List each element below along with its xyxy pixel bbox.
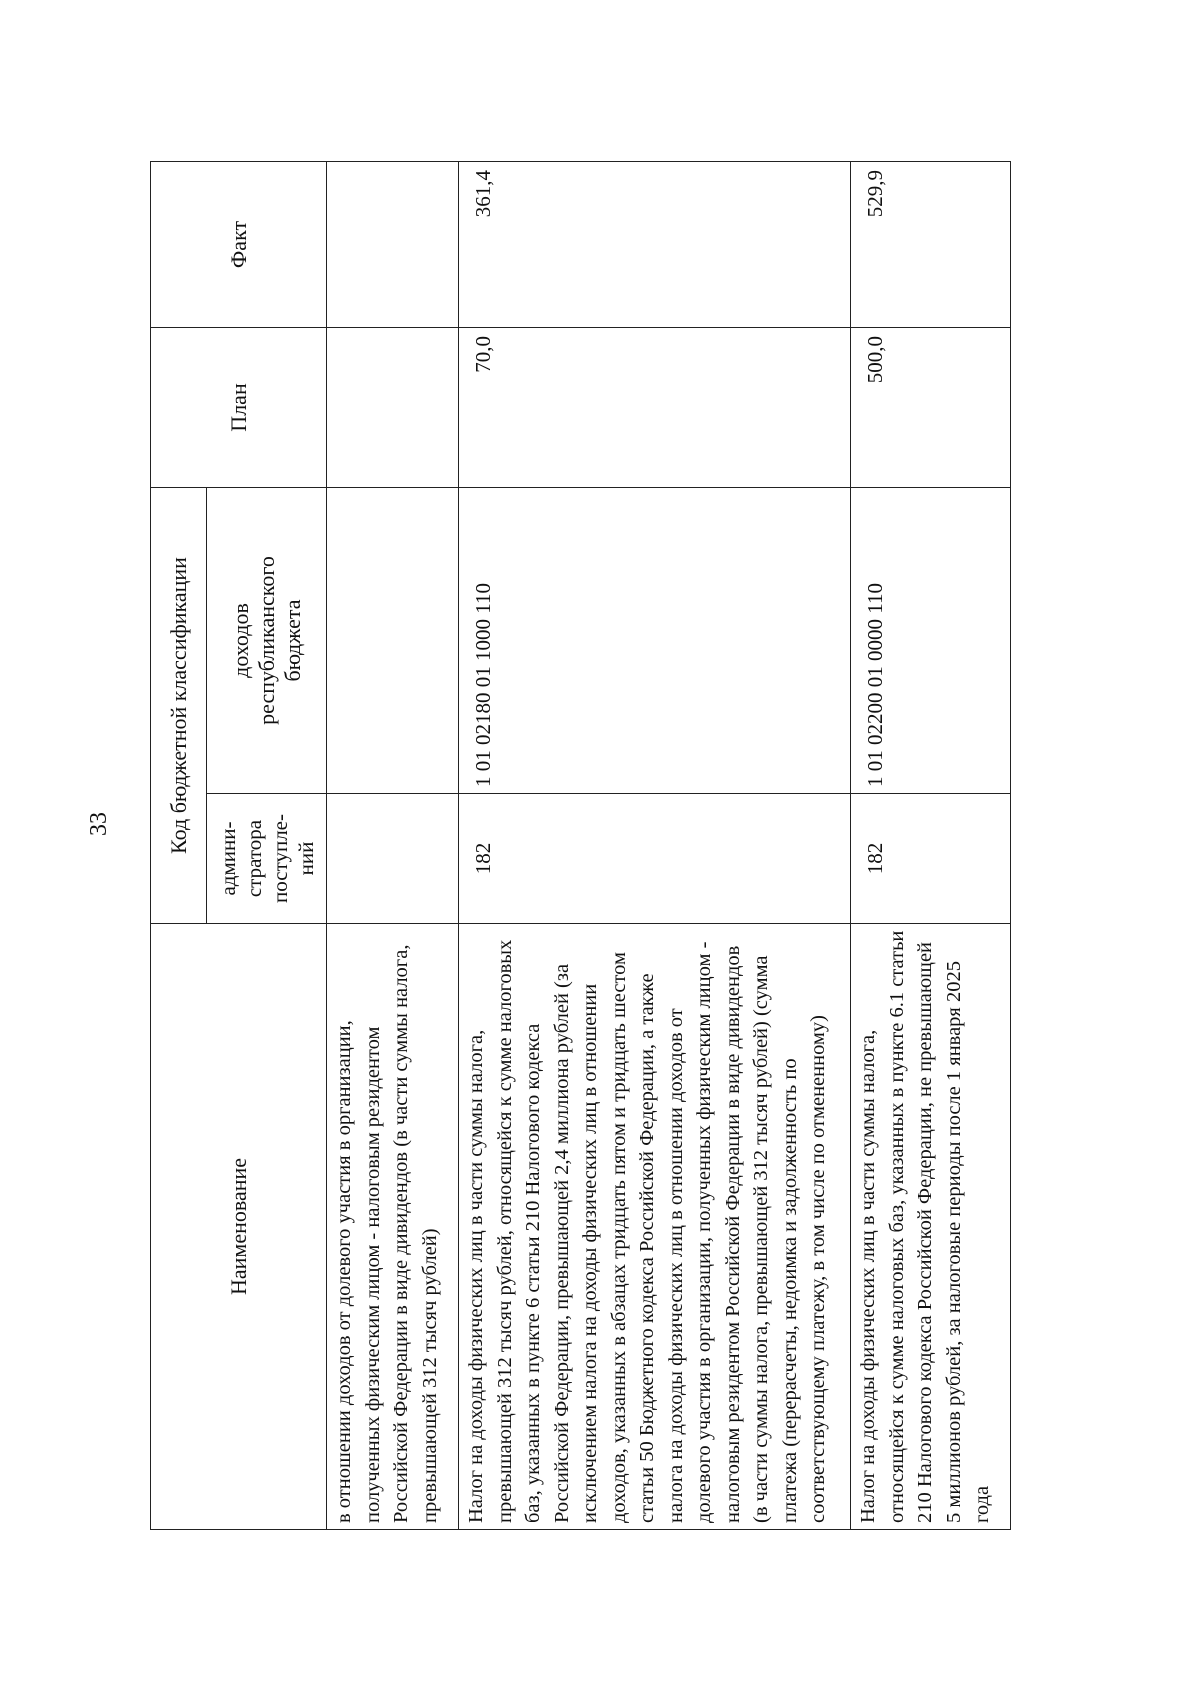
- page-number: 33: [86, 812, 112, 836]
- row-fact: 529,9: [851, 161, 1011, 327]
- row-name: Налог на доходы физических лиц в части суммы налога, превышающей 312 тысяч рублей, относящейся к сумме налоговых баз, указанных в пункте 6 статьи 210 Налогового кодекса Российской Федерации, превышающей 2,4 миллиона рублей (за исключением налога на доходы физических лиц в отношении доходов, указанных в абзацах тридцать пятом и тридцать шестом статьи 50 Бюджетного кодекса Российской Федерации, а также налога на доходы физических лиц в отношении доходов от долевого участия в организации, полученных физическим лицом - налоговым резидентом Российской Федерации в виде дивидендов (в части суммы налога, превышающей 312 тысяч рублей) (сумма платежа (перерасчеты, недоимка и задолженность по соответствующему платежу, в том числе по отмененному): [459, 924, 851, 1530]
- header-income: доходов республиканского бюджета: [207, 487, 327, 793]
- row-admin: [327, 794, 459, 924]
- header-plan: План: [151, 327, 327, 487]
- row-code: 1 01 02180 01 1000 110: [459, 487, 851, 793]
- row-fact: [327, 161, 459, 327]
- row-admin: 182: [851, 794, 1011, 924]
- header-code-group: Код бюджетной классификации: [151, 487, 207, 923]
- header-name: Наименование: [151, 924, 327, 1530]
- row-code: 1 01 02200 01 0000 110: [851, 487, 1011, 793]
- row-plan: [327, 327, 459, 487]
- row-plan: 500,0: [851, 327, 1011, 487]
- header-fact: Факт: [151, 161, 327, 327]
- row-plan: 70,0: [459, 327, 851, 487]
- row-name: в отношении доходов от долевого участия в организации, полученных физическим лицом - налоговым резидентом Российской Федерации в виде дивидендов (в части суммы налога, превышающей 312 тысяч рублей): [327, 924, 459, 1530]
- table-row: [327, 161, 459, 1529]
- table-row: [851, 161, 1011, 1529]
- budget-table: [150, 161, 1011, 1530]
- budget-table-container: [150, 162, 1050, 1530]
- header-admin: админи-стратора поступле-ний: [207, 794, 327, 924]
- row-fact: 361,4: [459, 161, 851, 327]
- row-admin: 182: [459, 794, 851, 924]
- row-name: Налог на доходы физических лиц в части суммы налога, относящейся к сумме налоговых баз, указанных в пункте 6.1 статьи 210 Налогового кодекса Российской Федерации, не превышающей 5 миллионов рублей, за налоговые периоды после 1 января 2025 года: [851, 924, 1011, 1530]
- table-row: [459, 161, 851, 1529]
- row-code: [327, 487, 459, 793]
